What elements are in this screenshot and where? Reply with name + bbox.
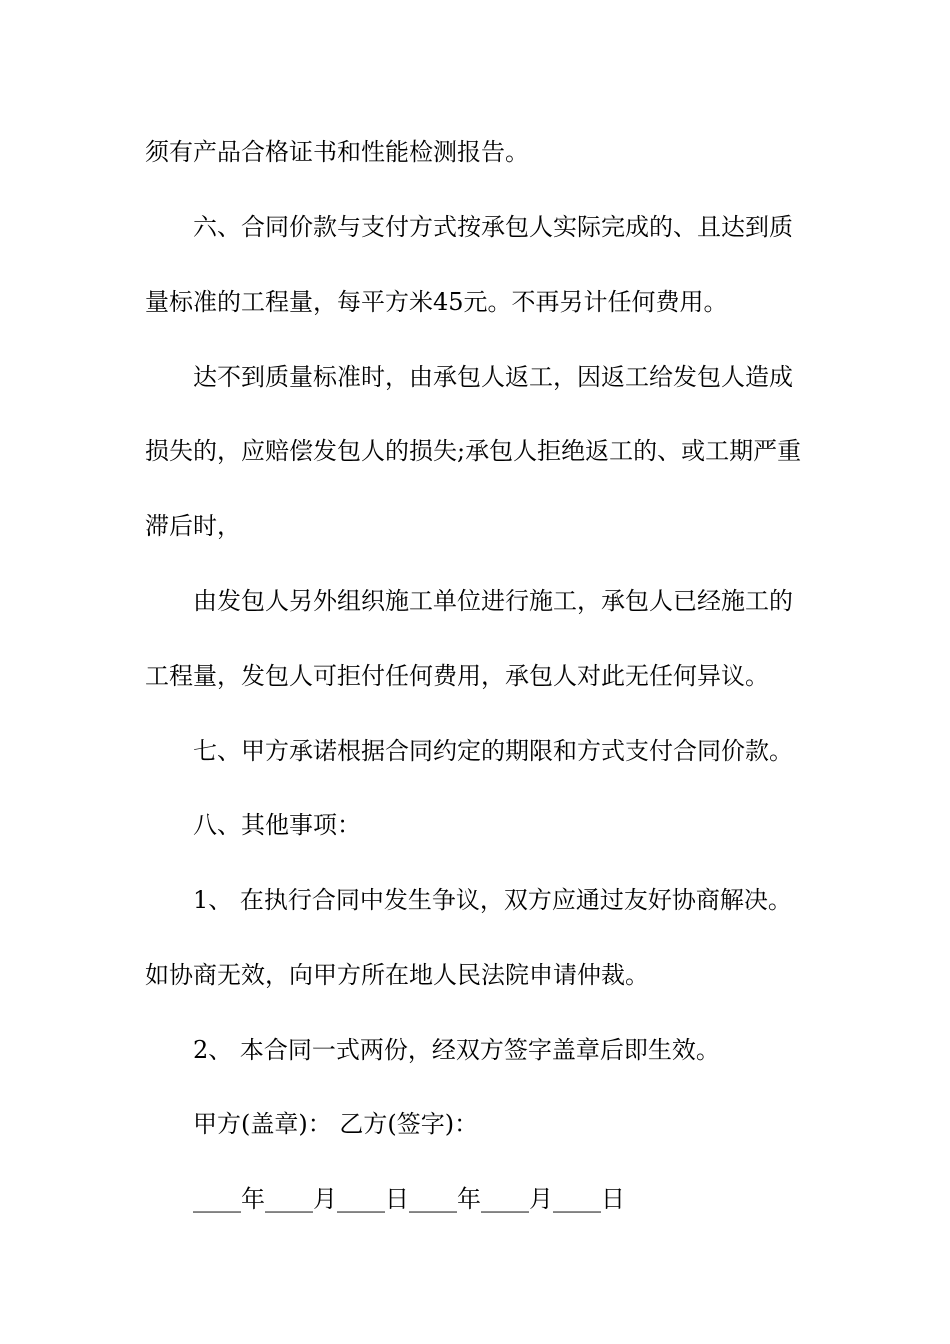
- paragraph-line: 八、其他事项：: [193, 811, 361, 839]
- paragraph-line: 工程量，发包人可拒付任何费用，承包人对此无任何异议。: [145, 662, 769, 690]
- paragraph-line: 达不到质量标准时，由承包人返工，因返工给发包人造成: [193, 363, 793, 391]
- paragraph-line: 滞后时，: [145, 512, 241, 540]
- date-line: ____年____月____日____年____月____日: [193, 1185, 625, 1213]
- paragraph-line: 由发包人另外组织施工单位进行施工，承包人已经施工的: [193, 587, 793, 615]
- signature-line: 甲方(盖章)： 乙方(签字)：: [193, 1110, 479, 1138]
- paragraph-line: 须有产品合格证书和性能检测报告。: [145, 138, 529, 166]
- paragraph-line: 1、 在执行合同中发生争议，双方应通过友好协商解决。: [193, 886, 792, 914]
- paragraph-line: 六、合同价款与支付方式按承包人实际完成的、且达到质: [193, 213, 793, 241]
- paragraph-line: 损失的，应赔偿发包人的损失;承包人拒绝返工的、或工期严重: [145, 437, 802, 465]
- paragraph-line: 七、甲方承诺根据合同约定的期限和方式支付合同价款。: [193, 737, 793, 765]
- paragraph-line: 量标准的工程量，每平方米45元。不再另计任何费用。: [145, 288, 728, 316]
- paragraph-line: 如协商无效，向甲方所在地人民法院申请仲裁。: [145, 961, 649, 989]
- paragraph-line: 2、 本合同一式两份，经双方签字盖章后即生效。: [193, 1036, 720, 1064]
